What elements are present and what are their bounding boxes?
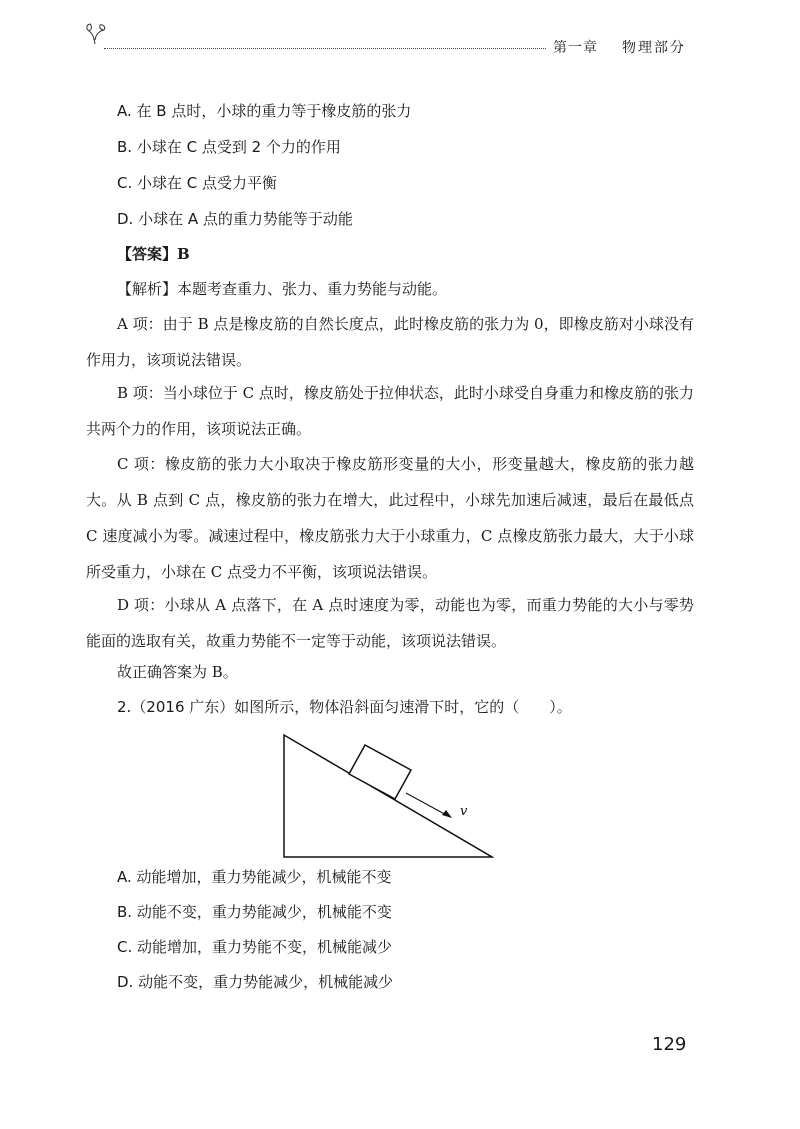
- conclusion: 故正确答案为 B。: [117, 663, 238, 681]
- analysis-intro: 【解析】本题考查重力、张力、重力势能与动能。: [117, 280, 448, 298]
- option-b: B. 小球在 C 点受到 2 个力的作用: [117, 138, 341, 156]
- option-d: D. 小球在 A 点的重力势能等于动能: [117, 210, 353, 228]
- page-number: 129: [652, 1034, 687, 1055]
- q2-option-d: D. 动能不变，重力势能减少，机械能减少: [117, 973, 394, 991]
- sliding-block: [349, 745, 411, 799]
- incline-figure: [282, 733, 494, 859]
- velocity-label: v: [460, 804, 468, 819]
- answer-label: 【答案】B: [117, 245, 190, 263]
- explanation-d: D 项：小球从 A 点落下，在 A 点时速度为零，动能也为零，而重力势能的大小与零势能面的选取有关，故重力势能不一定等于动能，该项说法错误。: [86, 596, 694, 650]
- page-header: [0, 0, 800, 70]
- sprout-icon: [84, 22, 106, 46]
- section-title: 物理部分: [622, 40, 686, 56]
- header-dotted-rule: [104, 48, 546, 49]
- option-c: C. 小球在 C 点受力平衡: [117, 174, 278, 192]
- option-a: A. 在 B 点时，小球的重力等于橡皮筋的张力: [117, 102, 412, 120]
- q2-option-b: B. 动能不变，重力势能减少，机械能不变: [117, 903, 392, 921]
- q2-option-c: C. 动能增加，重力势能不变，机械能减少: [117, 938, 393, 956]
- explanation-b: B 项：当小球位于 C 点时，橡皮筋处于拉伸状态，此时小球受自身重力和橡皮筋的张力共两个力的作用，该项说法正确。: [86, 384, 694, 438]
- explanation-a: A 项：由于 B 点是橡皮筋的自然长度点，此时橡皮筋的张力为 0，即橡皮筋对小球没有作用力，该项说法错误。: [86, 315, 694, 369]
- q2-option-a: A. 动能增加，重力势能减少，机械能不变: [117, 868, 392, 886]
- arrow-head: [442, 810, 452, 818]
- chapter-title: 第一章: [553, 40, 598, 56]
- question-2-stem: 2.（2016 广东）如图所示，物体沿斜面匀速滑下时，它的（ ）。: [117, 698, 572, 716]
- explanation-c: C 项：橡皮筋的张力大小取决于橡皮筋形变量的大小，形变量越大，橡皮筋的张力越大。从 B 点到 C 点，橡皮筋的张力在增大，此过程中，小球先加速后减速，最后在最低点 C 速度减小为零。减速过程中，橡皮筋张力大于小球重力，C 点橡皮筋张力最大，大于小球所受重力，小球在 C 点受力不平衡，该项说法错误。: [86, 455, 694, 581]
